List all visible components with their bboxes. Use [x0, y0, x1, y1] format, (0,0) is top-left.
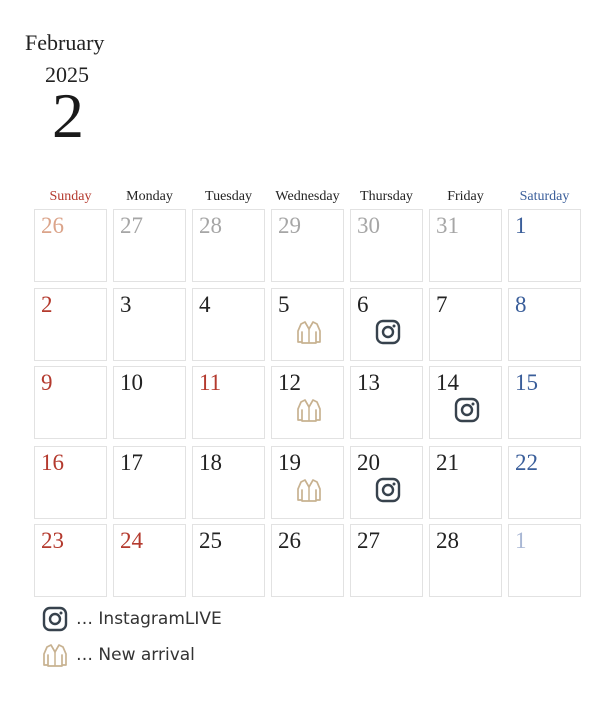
weekday-monday: Monday	[126, 189, 173, 204]
day-number: 25	[199, 528, 222, 553]
weekday-tuesday: Tuesday	[205, 189, 252, 204]
day-number: 21	[436, 450, 459, 475]
day-cell[interactable]	[192, 366, 265, 439]
day-cell[interactable]	[113, 524, 186, 597]
day-number: 29	[278, 213, 301, 238]
day-number: 17	[120, 450, 143, 475]
day-number: 14	[436, 370, 459, 395]
day-cell[interactable]	[508, 209, 581, 282]
day-cell[interactable]	[113, 209, 186, 282]
weekday-wednesday: Wednesday	[275, 189, 340, 204]
day-number: 11	[199, 370, 222, 395]
day-cell[interactable]	[192, 524, 265, 597]
day-number: 26	[278, 528, 301, 553]
day-number: 18	[199, 450, 222, 475]
instagram-icon	[42, 606, 68, 632]
day-number: 28	[436, 528, 459, 553]
day-number: 24	[120, 528, 143, 553]
day-number: 22	[515, 450, 538, 475]
day-cell[interactable]	[508, 446, 581, 519]
day-number: 20	[357, 450, 380, 475]
day-cell[interactable]	[350, 288, 423, 361]
day-cell[interactable]	[429, 446, 502, 519]
month-name: February	[25, 30, 105, 55]
day-cell[interactable]	[34, 288, 107, 361]
day-number: 10	[120, 370, 143, 395]
day-number: 9	[41, 370, 53, 395]
year: 2025	[45, 62, 89, 87]
day-number: 1	[515, 528, 527, 553]
day-number: 27	[357, 528, 380, 553]
day-number: 30	[357, 213, 380, 238]
day-cell[interactable]	[508, 366, 581, 439]
day-number: 27	[120, 213, 143, 238]
day-number: 3	[120, 292, 132, 317]
day-number: 31	[436, 213, 459, 238]
day-cell[interactable]	[350, 446, 423, 519]
day-cell[interactable]	[271, 209, 344, 282]
weekday-thursday: Thursday	[360, 189, 413, 204]
weekday-friday: Friday	[447, 189, 484, 204]
day-number: 12	[278, 370, 301, 395]
day-number: 7	[436, 292, 448, 317]
day-number: 16	[41, 450, 64, 475]
day-cell[interactable]	[271, 366, 344, 439]
day-cell[interactable]	[429, 524, 502, 597]
day-cell[interactable]	[113, 366, 186, 439]
legend-instagram-label: … InstagramLIVE	[76, 609, 222, 629]
day-number: 19	[278, 450, 301, 475]
day-cell[interactable]	[508, 288, 581, 361]
cardigan-icon	[296, 397, 322, 423]
day-cell[interactable]	[508, 524, 581, 597]
day-cell[interactable]	[113, 288, 186, 361]
legend-new-arrival-label: … New arrival	[76, 645, 195, 665]
day-number: 5	[278, 292, 290, 317]
month-number: 2	[52, 80, 84, 151]
day-number: 1	[515, 213, 527, 238]
cardigan-icon	[296, 477, 322, 503]
cardigan-icon	[42, 642, 68, 668]
day-cell[interactable]	[429, 209, 502, 282]
day-number: 15	[515, 370, 538, 395]
day-number: 2	[41, 292, 53, 317]
day-number: 23	[41, 528, 64, 553]
day-cell[interactable]	[34, 209, 107, 282]
day-cell[interactable]	[271, 446, 344, 519]
day-number: 13	[357, 370, 380, 395]
day-number: 26	[41, 213, 64, 238]
day-cell[interactable]	[113, 446, 186, 519]
day-cell[interactable]	[192, 288, 265, 361]
day-number: 28	[199, 213, 222, 238]
day-cell[interactable]	[429, 366, 502, 439]
day-cell[interactable]	[350, 366, 423, 439]
day-cell[interactable]	[271, 524, 344, 597]
instagram-icon	[454, 397, 480, 423]
day-cell[interactable]	[192, 446, 265, 519]
day-cell[interactable]	[350, 209, 423, 282]
day-number: 8	[515, 292, 527, 317]
day-cell[interactable]	[350, 524, 423, 597]
day-cell[interactable]	[34, 524, 107, 597]
instagram-icon	[375, 319, 401, 345]
weekday-sunday: Sunday	[49, 189, 92, 204]
day-cell[interactable]	[271, 288, 344, 361]
instagram-icon	[375, 477, 401, 503]
legend-new-arrival	[42, 641, 195, 669]
cardigan-icon	[296, 319, 322, 345]
day-cell[interactable]	[192, 209, 265, 282]
day-cell[interactable]	[429, 288, 502, 361]
day-number: 4	[199, 292, 211, 317]
day-cell[interactable]	[34, 446, 107, 519]
weekday-saturday: Saturday	[519, 189, 570, 204]
day-cell[interactable]	[34, 366, 107, 439]
legend-instagram	[42, 605, 222, 633]
day-number: 6	[357, 292, 369, 317]
